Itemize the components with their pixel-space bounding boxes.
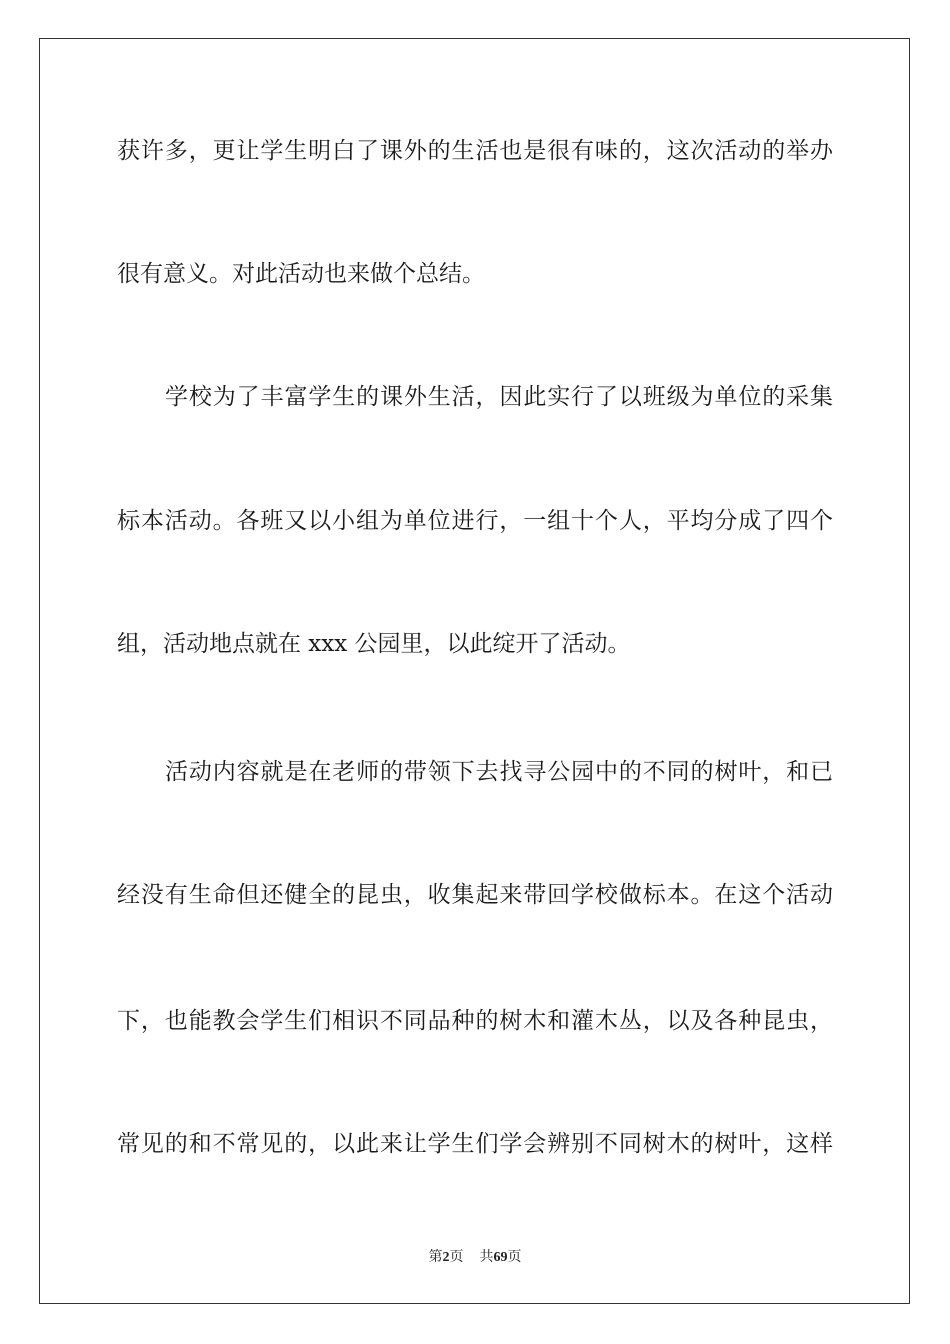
total-suffix: 页: [507, 1249, 522, 1265]
text-line-3: 学校为了丰富学生的课外生活，因此实行了以班级为单位的采集: [165, 384, 833, 410]
total-prefix: 共: [479, 1249, 494, 1265]
text-line-4: 标本活动。各班又以小组为单位进行，一组十个人，平均分成了四个: [117, 508, 833, 534]
total-pages: 69: [493, 1250, 508, 1265]
text-line-1: 获许多，更让学生明白了课外的生活也是很有味的，这次活动的举办: [117, 138, 833, 164]
text-line-5: 组，活动地点就在 xxx 公园里，以此绽开了活动。: [117, 631, 631, 657]
page-number: 2: [442, 1250, 450, 1265]
text-line-9: 常见的和不常见的，以此来让学生们学会辨别不同树木的树叶，这样: [117, 1131, 833, 1157]
text-line-7: 经没有生命但还健全的昆虫，收集起来带回学校做标本。在这个活动: [117, 882, 833, 908]
text-line-6: 活动内容就是在老师的带领下去找寻公园中的不同的树叶，和已: [165, 759, 833, 785]
page-prefix: 第: [428, 1249, 443, 1265]
text-line-2: 很有意义。对此活动也来做个总结。: [117, 261, 485, 287]
page-suffix: 页: [449, 1249, 464, 1265]
text-line-8: 下，也能教会学生们相识不同品种的树木和灌木丛，以及各种昆虫，: [117, 1008, 833, 1034]
page-border: [39, 38, 910, 1304]
page-footer: [0, 1248, 950, 1267]
